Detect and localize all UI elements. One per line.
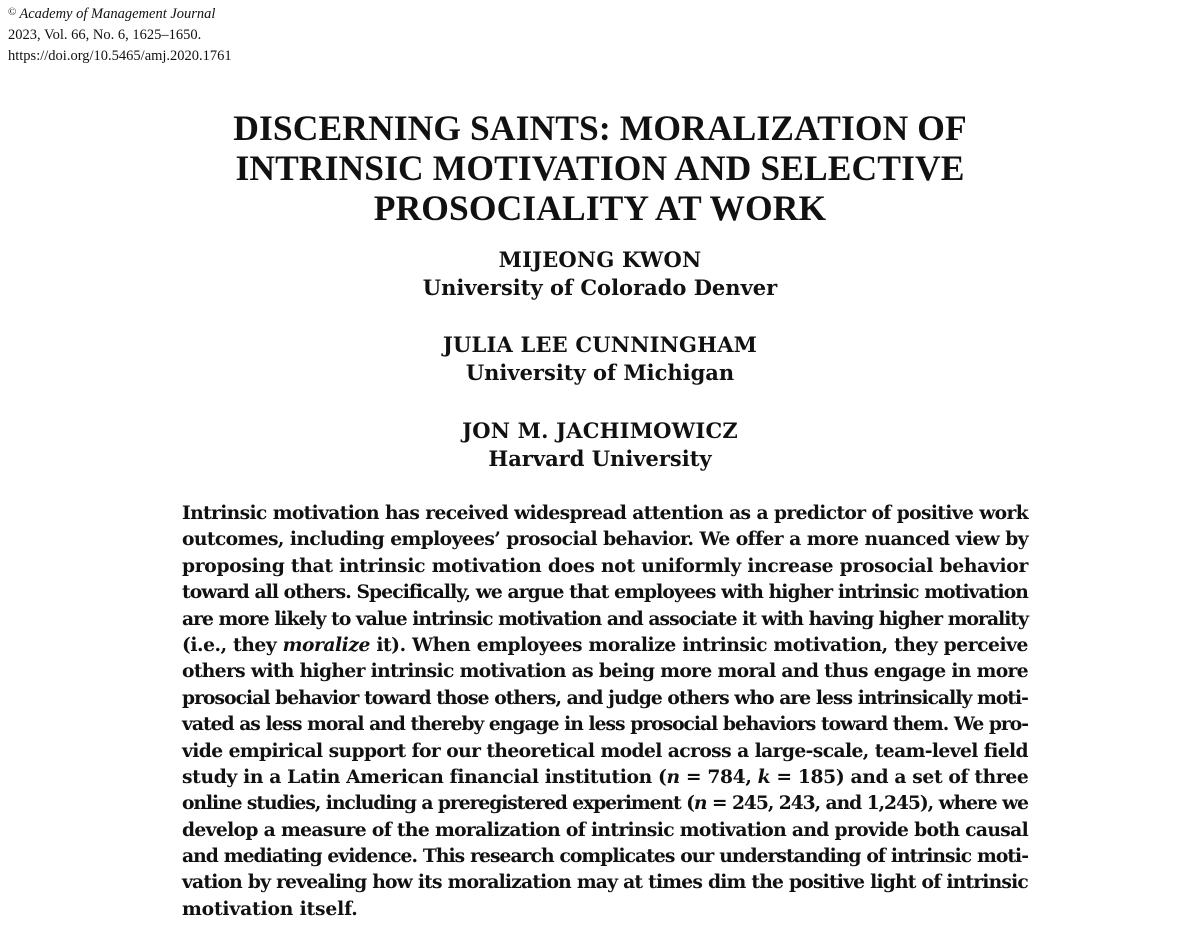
abstract-emphasis: k bbox=[757, 765, 771, 788]
abstract-emphasis: n bbox=[666, 765, 680, 788]
copyright-symbol: © bbox=[8, 6, 17, 18]
title-line: INTRINSIC MOTIVATION AND SELECTIVE bbox=[235, 148, 965, 188]
abstract-line: vated as less moral and thereby engage in less prosocial behaviors toward them. We pro- bbox=[182, 713, 1028, 736]
author-block bbox=[0, 417, 1200, 473]
abstract-text: (i.e., they bbox=[182, 633, 283, 656]
abstract-emphasis: moralize bbox=[282, 633, 370, 656]
abstract-line: motivation itself. bbox=[182, 897, 358, 920]
journal-line bbox=[8, 2, 232, 25]
author-affiliation: Harvard University bbox=[488, 446, 712, 471]
abstract-text: = 784, bbox=[679, 765, 758, 788]
author-name: MIJEONG KWON bbox=[498, 247, 702, 272]
abstract-line: outcomes, including employees’ prosocial behavior. We offer a more nuanced view by bbox=[182, 528, 1028, 551]
author-affiliation: University of Michigan bbox=[465, 360, 735, 385]
abstract-line: proposing that intrinsic motivation does not uniformly increase prosocial behavior bbox=[182, 554, 1028, 577]
abstract-text: = 185) and a set of three bbox=[770, 765, 1029, 788]
abstract-line: vation by revealing how its moralization may at times dim the positive light of intrinsic bbox=[182, 871, 1028, 894]
author-block bbox=[0, 246, 1200, 302]
author-affiliation: University of Colorado Denver bbox=[422, 275, 778, 300]
abstract-line: are more likely to value intrinsic motivation and associate it with having higher morality bbox=[182, 607, 1028, 630]
title-line: DISCERNING SAINTS: MORALIZATION OF bbox=[233, 108, 967, 148]
abstract-line: and mediating evidence. This research complicates our understanding of intrinsic moti- bbox=[182, 845, 1028, 868]
abstract-text: it). When employees moralize intrinsic motivation, they perceive bbox=[369, 633, 1028, 656]
abstract-line: prosocial behavior toward those others, and judge others who are less intrinsically moti- bbox=[182, 686, 1028, 709]
abstract-emphasis: n bbox=[693, 792, 707, 815]
abstract-line: Intrinsic motivation has received widespread attention as a predictor of positive work bbox=[182, 502, 1028, 524]
abstract-line bbox=[182, 790, 1028, 816]
citation: 2023, Vol. 66, No. 6, 1625–1650. bbox=[8, 27, 202, 43]
abstract-text: study in a Latin American financial institution ( bbox=[182, 765, 667, 788]
title-line: PROSOCIALITY AT WORK bbox=[373, 188, 827, 228]
abstract-line bbox=[182, 632, 1028, 658]
abstract-line: develop a measure of the moralization of intrinsic motivation and provide both causal bbox=[182, 818, 1029, 841]
abstract bbox=[182, 500, 1028, 922]
abstract-line bbox=[182, 764, 1028, 790]
author-name: JULIA LEE CUNNINGHAM bbox=[442, 332, 758, 357]
abstract-text: = 245, 243, and 1,245), where we bbox=[706, 792, 1028, 815]
journal-header bbox=[8, 2, 232, 67]
author-block bbox=[0, 331, 1200, 387]
abstract-line: vide empirical support for our theoretical model across a large-scale, team-level field bbox=[182, 739, 1028, 762]
doi-link[interactable]: https://doi.org/10.5465/amj.2020.1761 bbox=[8, 48, 232, 64]
author-name: JON M. JACHIMOWICZ bbox=[462, 418, 738, 443]
paper-title bbox=[0, 108, 1200, 228]
abstract-line: others with higher intrinsic motivation as being more moral and thus engage in more bbox=[182, 660, 1028, 683]
abstract-line: toward all others. Specifically, we argue that employees with higher intrinsic motivation bbox=[182, 581, 1028, 604]
journal-name: Academy of Management Journal bbox=[19, 6, 216, 22]
abstract-text: online studies, including a preregistered experiment ( bbox=[182, 792, 694, 815]
